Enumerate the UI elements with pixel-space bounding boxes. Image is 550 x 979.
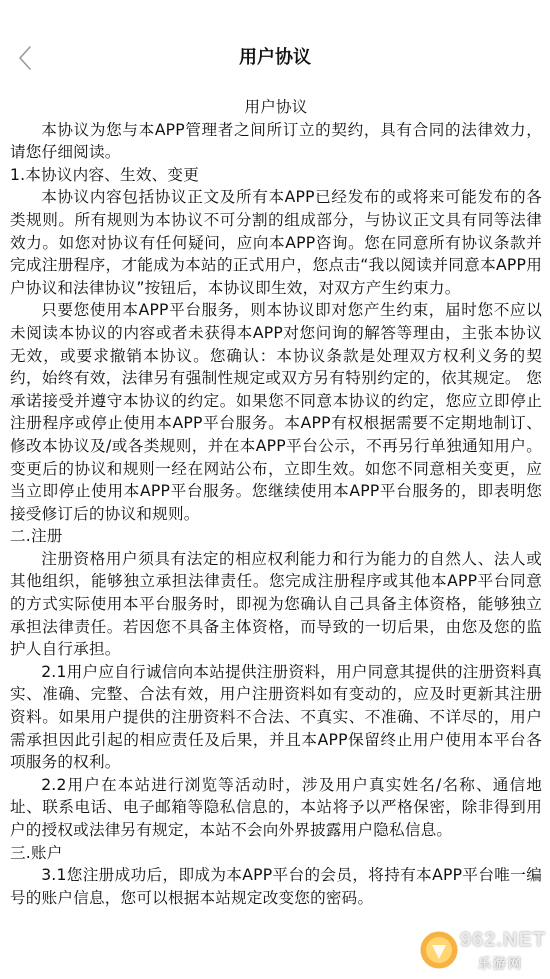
document-title: 用户协议 bbox=[244, 98, 308, 116]
agreement-paragraph: 只要您使用本APP平台服务，则本协议即对您产生约束，届时您不应以未阅读本协议的内容或者未获得本APP对您问询的解答等理由，主张本协议无效，或要求撤销本协议。您确认：本协议条款是处理双方权利义务的契约，始终有效，法律另有强制性规定或双方另有特别约定的，依其规定。 您承诺接受并遵守本协议的约定。如果您不同意本协议的约定，您应立即停止注册程序或停止使用本APP平台服务。本APP有权根据需要不定期地制订、修改本协议及/或各类规则，并在本APP平台公示，不再另行单独通知用户。变更后的协议和规则一经在网站公布，立即生效。如您不同意相关变更，应当立即停止使用本APP平台服务。您继续使用本APP平台服务的，即表明您接受修订后的协议和规则。 bbox=[10, 301, 542, 523]
agreement-paragraph: 注册资格用户须具有法定的相应权利能力和行为能力的自然人、法人或其他组织，能够独立承担法律责任。您完成注册程序或其他本APP平台同意的方式实际使用本平台服务时，即视为您确认自己具备主体资格，能够独立承担法律责任。若因您不具备主体资格，而导致的一切后果，由您及您的监护人自行承担。 bbox=[10, 549, 542, 659]
watermark-subtext: 乐游网 bbox=[478, 957, 524, 972]
agreement-paragraph: 3.1您注册成功后，即成为本APP平台的会员，将持有本APP平台唯一编号的账户信息，您可以根据本站规定改变您的密码。 bbox=[10, 866, 542, 907]
watermark-logo-icon bbox=[416, 927, 462, 973]
agreement-paragraph: 2.1用户应自行诚信向本站提供注册资料，用户同意其提供的注册资料真实、准确、完整、合法有效，用户注册资料如有变动的，应及时更新其注册资料。如果用户提供的注册资料不合法、不真实、不准确、不详尽的，用户需承担因此引起的相应责任及后果，并且本APP保留终止用户使用本平台各项服务的权利。 bbox=[10, 662, 542, 772]
section-heading: 二.注册 bbox=[10, 527, 63, 546]
agreement-paragraph: 2.2用户在本站进行浏览等活动时，涉及用户真实姓名/名称、通信地址、联系电话、电子邮箱等隐私信息的，本站将予以严格保密，除非得到用户的授权或法律另有规定，本站不会向外界披露用户隐私信息。 bbox=[10, 775, 542, 839]
section-heading: 三.账户 bbox=[10, 843, 63, 862]
site-watermark bbox=[416, 925, 544, 975]
watermark-text: 962.NET bbox=[460, 929, 546, 951]
page-title: 用户协议 bbox=[239, 47, 311, 68]
agreement-content bbox=[10, 96, 542, 909]
nav-bar bbox=[0, 0, 550, 88]
paragraph-list bbox=[10, 119, 542, 910]
section-heading: 1.本协议内容、生效、变更 bbox=[10, 165, 200, 184]
agreement-paragraph: 本协议为您与本APP管理者之间所订立的契约，具有合同的法律效力，请您仔细阅读。 bbox=[10, 120, 542, 162]
agreement-paragraph: 本协议内容包括协议正文及所有本APP已经发布的或将来可能发布的各类规则。所有规则为本协议不可分割的组成部分，与协议正文具有同等法律效力。如您对协议有任何疑问，应向本APP咨询。您在同意所有协议条款并完成注册程序，才能成为本站的正式用户，您点击“我以阅读并同意本APP用户协议和法律协议”按钮后，本协议即生效，对双方产生约束力。 bbox=[10, 188, 542, 297]
